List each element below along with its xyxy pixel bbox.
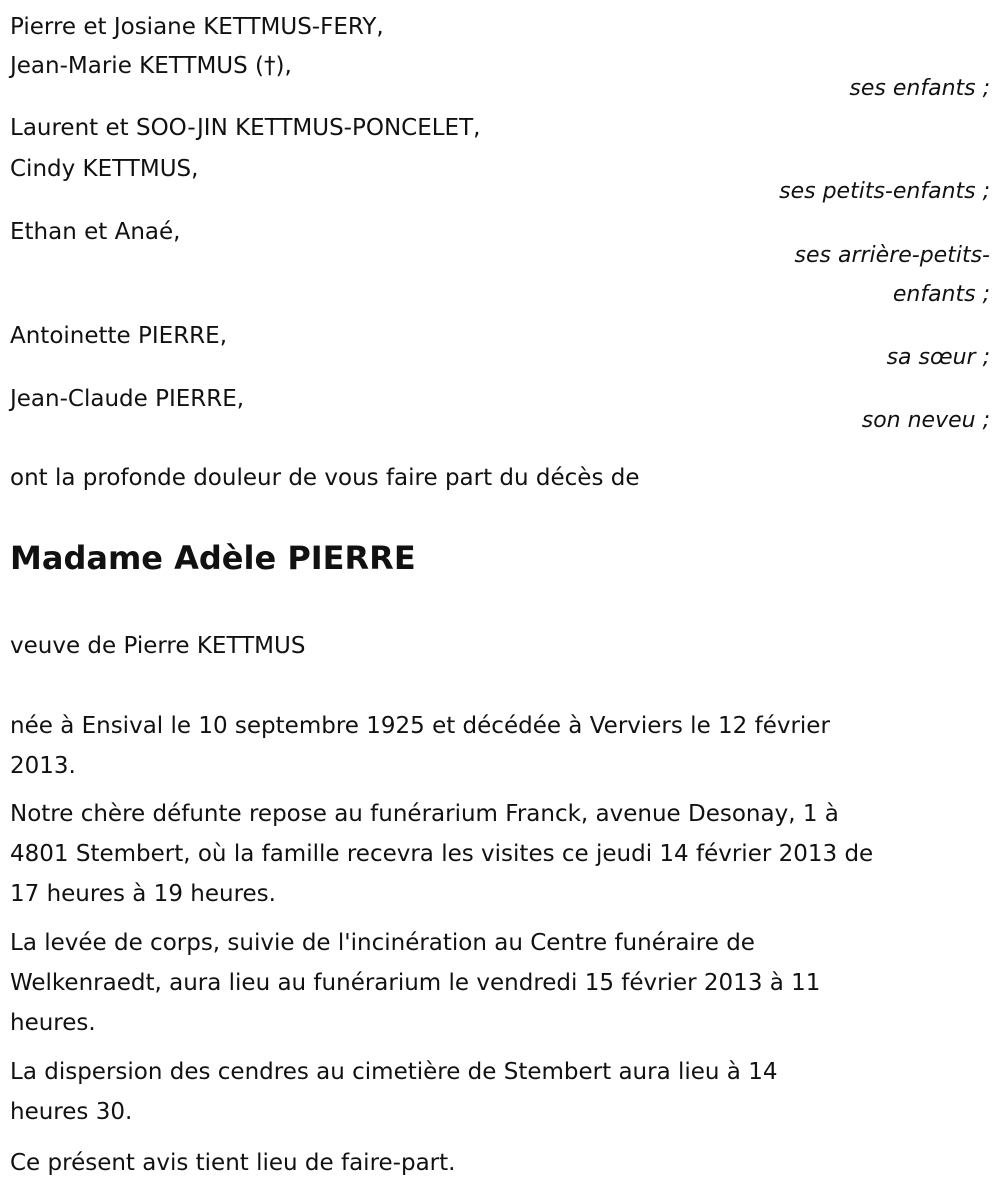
grandchild-name: Cindy KETTMUS, (10, 156, 199, 182)
deceased-name: Madame Adèle PIERRE (10, 539, 416, 577)
paragraph-line: 2013. (10, 753, 76, 779)
paragraph-line: 4801 Stembert, où la famille recevra les visites ce jeudi 14 février 2013 de (10, 841, 874, 867)
relation-label: ses enfants ; (849, 76, 990, 101)
relation-label: ses arrière-petits- (794, 243, 990, 268)
grandchild-name: Laurent et SOO-JIN KETTMUS-PONCELET, (10, 115, 481, 141)
child-name: Pierre et Josiane KETTMUS-FERY, (10, 14, 384, 40)
great-grandchild-name: Ethan et Anaé, (10, 219, 181, 245)
paragraph-line: La dispersion des cendres au cimetière de Stembert aura lieu à 14 (10, 1059, 778, 1085)
relation-label: enfants ; (892, 282, 990, 307)
child-name: Jean-Marie KETTMUS (†), (10, 53, 292, 79)
nephew-name: Jean-Claude PIERRE, (10, 386, 245, 412)
widow-of: veuve de Pierre KETTMUS (10, 633, 306, 659)
paragraph-line: Ce présent avis tient lieu de faire-part. (10, 1150, 456, 1176)
paragraph-line: heures 30. (10, 1099, 133, 1125)
sister-name: Antoinette PIERRE, (10, 323, 228, 349)
paragraph-line: La levée de corps, suivie de l'incinération au Centre funéraire de (10, 930, 755, 956)
paragraph-line: Notre chère défunte repose au funérarium Franck, avenue Desonay, 1 à (10, 801, 839, 827)
paragraph-line: heures. (10, 1010, 96, 1036)
announcement: ont la profonde douleur de vous faire part du décès de (10, 465, 640, 491)
relation-label: ses petits-enfants ; (779, 179, 990, 204)
paragraph-line: Welkenraedt, aura lieu au funérarium le vendredi 15 février 2013 à 11 (10, 970, 821, 996)
relation-label: son neveu ; (861, 408, 990, 433)
paragraph-line: née à Ensival le 10 septembre 1925 et décédée à Verviers le 12 février (10, 713, 830, 739)
paragraph-line: 17 heures à 19 heures. (10, 881, 276, 907)
relation-label: sa sœur ; (886, 345, 990, 370)
